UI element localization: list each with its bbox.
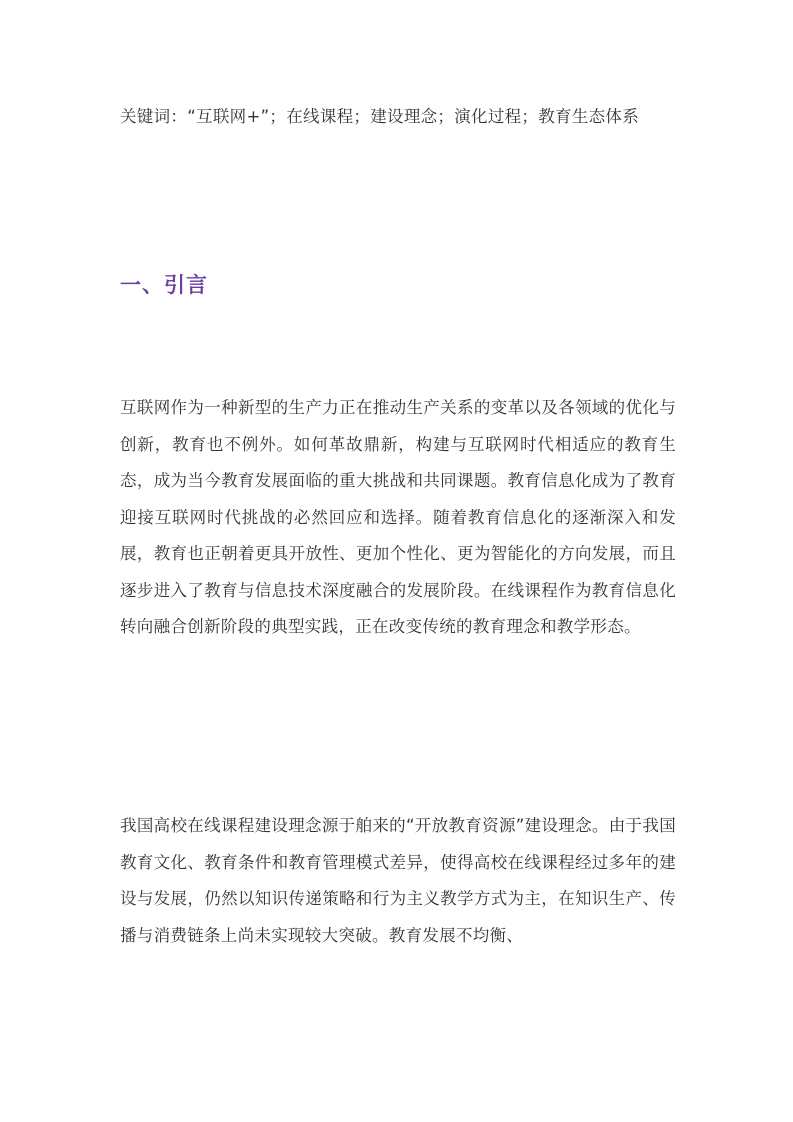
paragraph-intro: 互联网作为一种新型的生产力正在推动生产关系的变革以及各领域的优化与创新，教育也不例外。如何革故鼎新，构建与互联网时代相适应的教育生态，成为当今教育发展面临的重大挑战和共同课题。教育信息化成为了教育迎接互联网时代挑战的必然回应和选择。随着教育信息化的逐渐深入和发展，教育也正朝着更具开放性、更加个性化、更为智能化的方向发展，而且逐步进入了教育与信息技术深度融合的发展阶段。在线课程作为教育信息化转向融合创新阶段的典型实践，正在改变传统的教育理念和教学形态。	[120, 398, 676, 636]
paragraph-course-concept: 我国高校在线课程建设理念源于舶来的“开放教育资源”建设理念。由于我国教育文化、教育条件和教育管理模式差异，使得高校在线课程经过多年的建设与发展，仍然以知识传递策略和行为主义教学方式为主，在知识生产、传播与消费链条上尚未实现较大突破。教育发展不均衡、	[120, 816, 676, 945]
keywords-line: 关键词：“互联网+”；在线课程；建设理念；演化过程；教育生态体系	[120, 107, 640, 126]
section-heading-introduction: 一、引言	[120, 273, 208, 297]
